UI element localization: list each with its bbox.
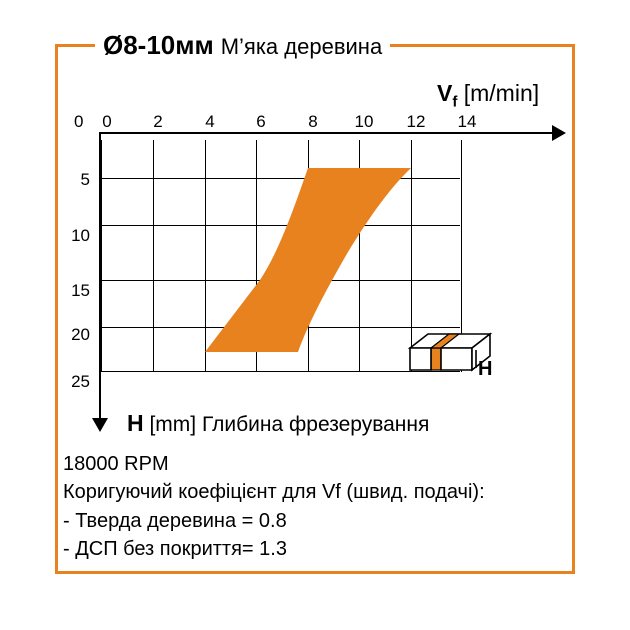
x-tick-4: 4: [205, 112, 215, 131]
y-tick-20: 20: [71, 325, 90, 344]
x-tick-6: 6: [256, 112, 266, 131]
chart-title: [95, 30, 390, 61]
note-chipboard: - ДСП без покриття= 1.3: [63, 538, 287, 561]
y-axis-label: [127, 410, 429, 437]
x-axis-label-unit: [m/min]: [463, 80, 540, 106]
note-rpm: 18000 RPM: [63, 453, 169, 475]
y-axis-label-text: Глибина фрезерування: [201, 413, 430, 436]
notes-block: [63, 450, 485, 564]
x-axis-line: [100, 132, 555, 134]
inset-depth-label: H: [478, 358, 493, 380]
x-axis-arrow: [552, 125, 566, 141]
x-axis-label-sub: f: [452, 93, 458, 111]
chart-title-diameter: Ø8-10мм: [103, 30, 214, 60]
x-tick-10: 10: [354, 112, 374, 131]
x-tick-14: 14: [457, 112, 477, 131]
x-axis-origin-label: 0: [74, 112, 84, 131]
x-tick-2: 2: [153, 112, 163, 131]
cutting-depth-inset: [398, 318, 503, 388]
y-axis-label-unit: [mm]: [149, 413, 197, 436]
x-axis-label-symbol: V: [437, 80, 453, 106]
note-correction-header: Коригуючий коефіцієнт для Vf (швид. подачі):: [63, 481, 485, 504]
x-tick-12: 12: [406, 112, 426, 131]
note-hardwood: - Тверда деревина = 0.8: [63, 509, 287, 532]
y-tick-15: 15: [71, 281, 90, 300]
y-tick-5: 5: [80, 170, 90, 189]
y-axis-arrow: [92, 418, 108, 432]
chart-title-material: М’яка деревина: [220, 34, 383, 59]
y-tick-10: 10: [71, 226, 90, 245]
y-axis-label-symbol: H: [127, 410, 144, 436]
y-tick-25: 25: [71, 372, 90, 391]
x-tick-8: 8: [308, 112, 318, 131]
x-tick-0: 0: [102, 112, 112, 131]
x-axis-label: [437, 80, 539, 111]
